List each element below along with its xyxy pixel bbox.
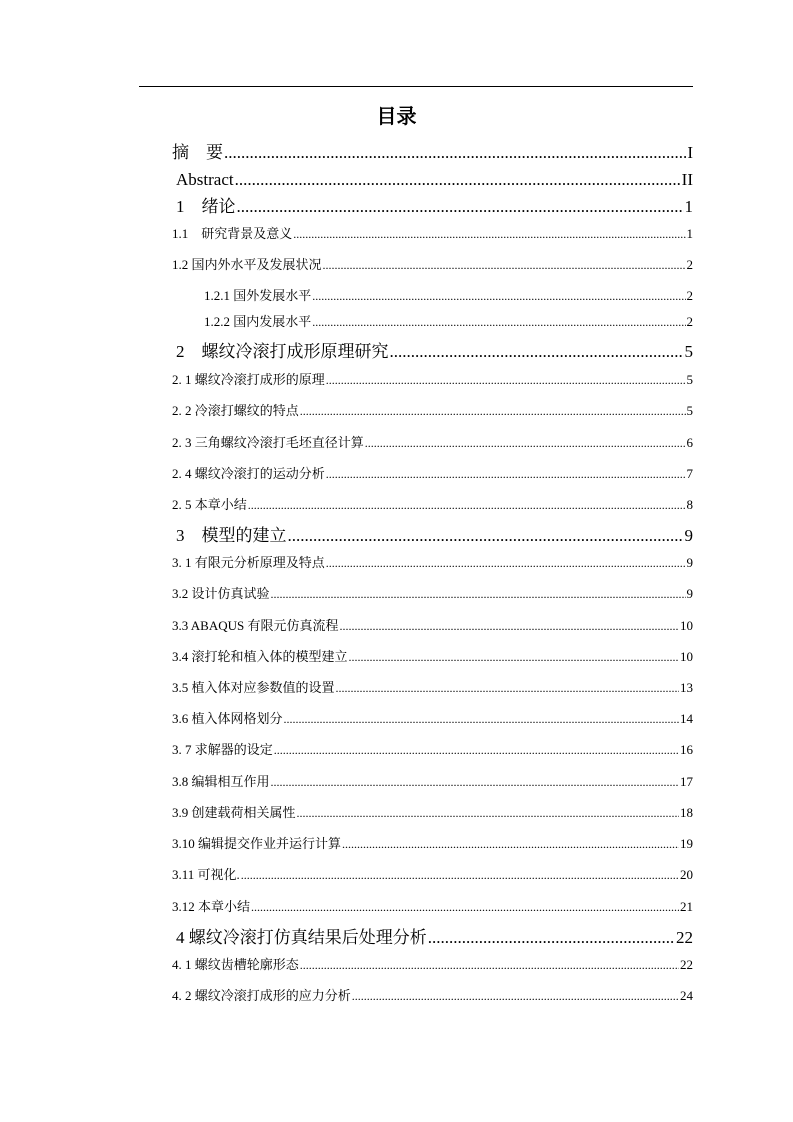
- toc-entry-page: 9: [686, 555, 693, 570]
- toc-entry-page: 24: [680, 988, 693, 1003]
- leader-dots: [297, 804, 679, 822]
- leader-dots: [224, 142, 686, 164]
- toc-entry[interactable]: [176, 525, 693, 547]
- leader-dots: [349, 648, 679, 666]
- leader-dots: [326, 554, 686, 572]
- toc-entry[interactable]: [172, 987, 693, 1005]
- toc-entry-page: I: [687, 143, 693, 162]
- toc-entry-page: 10: [680, 618, 693, 633]
- toc-entry-page: 9: [684, 526, 693, 545]
- toc-entry[interactable]: [172, 835, 693, 853]
- toc-entry[interactable]: [176, 341, 693, 363]
- toc-entry[interactable]: [172, 225, 693, 243]
- toc-entry-label: 3.8 编辑相互作用: [172, 774, 270, 789]
- leader-dots: [312, 313, 685, 331]
- leader-dots: [248, 496, 686, 514]
- toc-entry-label: 2. 4 螺纹冷滚打的运动分析: [172, 466, 325, 481]
- leader-dots: [300, 956, 679, 974]
- leader-dots: [300, 402, 686, 420]
- toc-entry-label: 2 螺纹冷滚打成形原理研究: [176, 342, 389, 361]
- toc-entry-page: 1: [686, 226, 693, 241]
- toc-entry-label: 4. 2 螺纹冷滚打成形的应力分析: [172, 988, 351, 1003]
- toc-entry[interactable]: [172, 648, 693, 666]
- toc-entry-page: II: [681, 170, 693, 189]
- toc-entry[interactable]: [176, 927, 693, 949]
- leader-dots: [352, 987, 679, 1005]
- toc-entry-page: 13: [680, 680, 693, 695]
- toc-entry[interactable]: [172, 554, 693, 572]
- toc-entry-page: 7: [686, 466, 693, 481]
- leader-dots: [326, 371, 686, 389]
- leader-dots: [284, 710, 679, 728]
- toc-entry-page: 14: [680, 711, 693, 726]
- toc-title: 目录: [376, 104, 417, 128]
- toc-entry-page: 18: [680, 805, 693, 820]
- toc-entry-page: 10: [680, 649, 693, 664]
- toc-entry-label: 3.9 创建载荷相关属性: [172, 805, 296, 820]
- toc-entry[interactable]: [172, 898, 693, 916]
- toc-entry-page: 20: [680, 867, 693, 882]
- toc-entry[interactable]: [172, 804, 693, 822]
- toc-entry-label: 3 模型的建立: [176, 526, 287, 545]
- toc-entry[interactable]: [172, 402, 693, 420]
- toc-entry[interactable]: [172, 956, 693, 974]
- leader-dots: [342, 835, 679, 853]
- toc-entry-page: 2: [686, 314, 693, 329]
- toc-entry-label: 摘 要: [172, 143, 223, 162]
- toc-entry-label: 3.5 植入体对应参数值的设置: [172, 680, 335, 695]
- toc-entry-page: 2: [686, 288, 693, 303]
- toc-entry-page: 21: [680, 899, 693, 914]
- leader-dots: [271, 585, 686, 603]
- toc-entry[interactable]: [204, 313, 693, 331]
- toc-entry-page: 16: [680, 742, 693, 757]
- toc-entry-label: 3. 7 求解器的设定: [172, 742, 273, 757]
- leader-dots: [326, 465, 686, 483]
- leader-dots: [312, 287, 685, 305]
- toc-entry-page: 8: [686, 497, 693, 512]
- toc-entry-label: 2. 2 冷滚打螺纹的特点: [172, 403, 299, 418]
- leader-dots: [336, 679, 679, 697]
- toc-entry[interactable]: [176, 169, 693, 191]
- toc-entry[interactable]: [176, 196, 693, 218]
- leader-dots: [323, 256, 686, 274]
- toc-entry-page: 6: [686, 435, 693, 450]
- toc-entry-label: 3.6 植入体网格划分: [172, 711, 283, 726]
- toc-entry-label: 3.2 设计仿真试验: [172, 586, 270, 601]
- toc-entry-page: 17: [680, 774, 693, 789]
- toc-entry[interactable]: [172, 585, 693, 603]
- leader-dots: [235, 169, 681, 191]
- toc-entry-label: 4 螺纹冷滚打仿真结果后处理分析: [176, 928, 427, 947]
- toc-entry-label: 3.4 滚打轮和植入体的模型建立: [172, 649, 348, 664]
- toc-entry[interactable]: [172, 617, 693, 635]
- leader-dots: [271, 773, 679, 791]
- toc-entry-label: 3.10 编辑提交作业并运行计算: [172, 836, 342, 851]
- toc-entry-label: 3. 1 有限元分析原理及特点: [172, 555, 325, 570]
- leader-dots: [274, 741, 679, 759]
- toc-entry-label: 4. 1 螺纹齿槽轮廓形态: [172, 957, 299, 972]
- toc-entry-page: 2: [686, 257, 693, 272]
- toc-entry-page: 5: [686, 372, 693, 387]
- toc-entry[interactable]: [172, 465, 693, 483]
- toc-entry-label: 2. 3 三角螺纹冷滚打毛坯直径计算: [172, 435, 364, 450]
- leader-dots: [288, 525, 684, 547]
- leader-dots: [428, 927, 675, 949]
- toc-entry-page: 19: [680, 836, 693, 851]
- toc-entry[interactable]: [172, 496, 693, 514]
- leader-dots: [390, 341, 684, 363]
- toc-entry-label: 1.2 国内外水平及发展状况: [172, 257, 322, 272]
- toc-entry[interactable]: [172, 710, 693, 728]
- leader-dots: [293, 225, 685, 243]
- toc-entry[interactable]: [172, 866, 693, 884]
- toc-entry[interactable]: [204, 287, 693, 305]
- toc-entry-label: 1.2.2 国内发展水平: [204, 314, 312, 329]
- toc-entry[interactable]: [172, 434, 693, 452]
- toc-entry[interactable]: [172, 142, 693, 164]
- toc-entry-page: 5: [684, 342, 693, 361]
- leader-dots: [365, 434, 686, 452]
- toc-entry-label: 2. 1 螺纹冷滚打成形的原理: [172, 372, 325, 387]
- toc-entry[interactable]: [172, 773, 693, 791]
- toc-entry-label: 1.2.1 国外发展水平: [204, 288, 312, 303]
- toc-entry-page: 5: [686, 403, 693, 418]
- toc-entry[interactable]: [172, 679, 693, 697]
- toc-entry-label: 1.1 研究背景及意义: [172, 226, 293, 241]
- toc-entry-page: 9: [686, 586, 693, 601]
- toc-entry-label: 2. 5 本章小结: [172, 497, 247, 512]
- toc-entry[interactable]: [172, 741, 693, 759]
- toc-entry-label: 3.12 本章小结: [172, 899, 251, 914]
- leader-dots: [241, 866, 679, 884]
- toc-entry[interactable]: [172, 256, 693, 274]
- toc-entry-page: 22: [680, 957, 693, 972]
- toc-entry-page: 1: [684, 197, 693, 216]
- toc-entry-label: 3.11 可视化.: [172, 867, 240, 882]
- toc-entry-label: 3.3 ABAQUS 有限元仿真流程: [172, 618, 339, 633]
- leader-dots: [237, 196, 684, 218]
- toc-entry-page: 22: [676, 928, 693, 947]
- leader-dots: [340, 617, 680, 635]
- toc-entry[interactable]: [172, 371, 693, 389]
- toc-entry-label: 1 绪论: [176, 197, 236, 216]
- leader-dots: [251, 898, 679, 916]
- toc-entry-label: Abstract: [176, 170, 234, 189]
